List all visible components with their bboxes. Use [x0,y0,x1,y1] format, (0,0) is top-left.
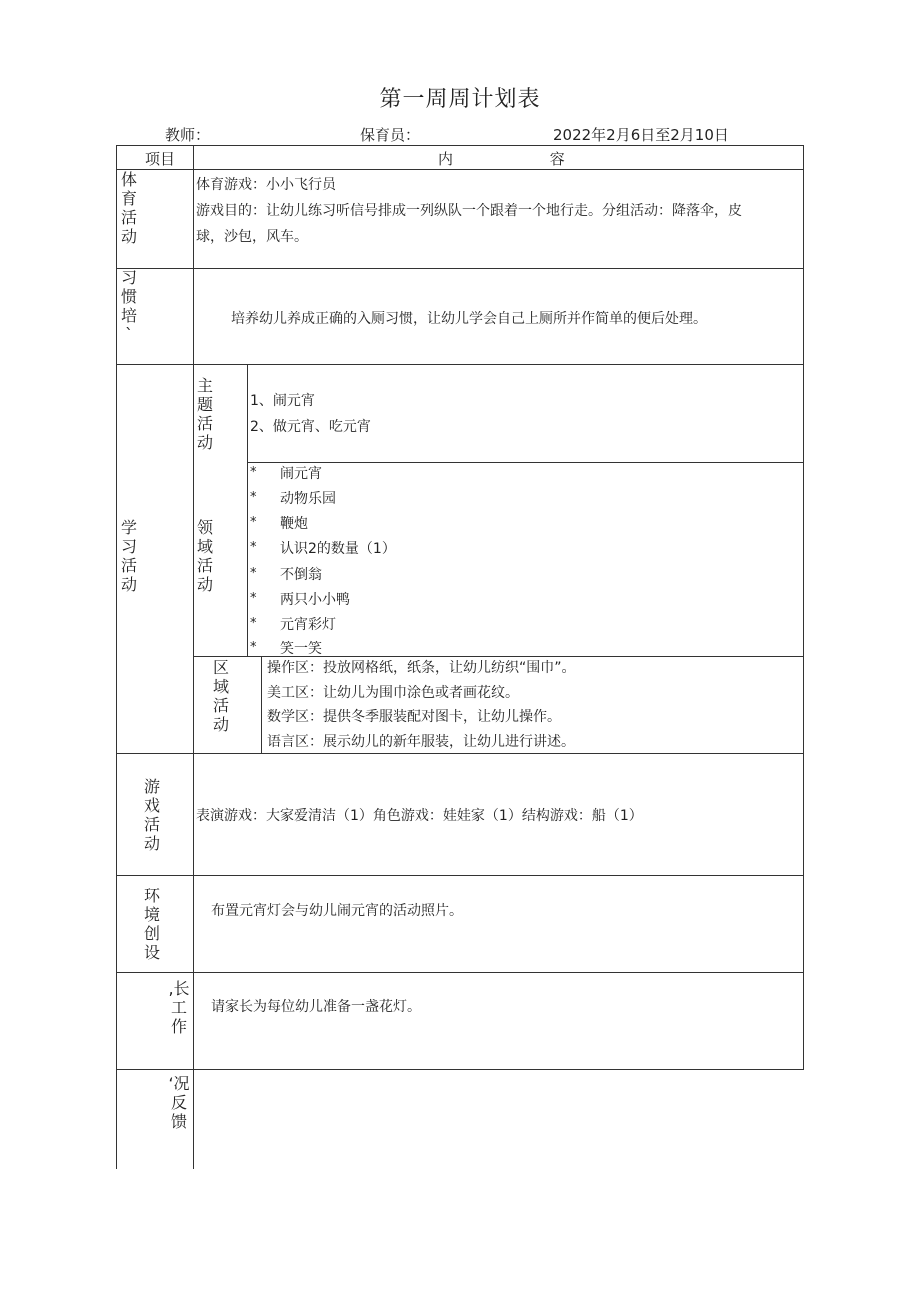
table-border-right [803,145,804,1069]
pe-goal-line1: 游戏目的：让幼儿练习听信号排成一列纵队一个跟着一个地行走。分组活动：降落伞，皮 [196,203,742,219]
column-header-content: 内 容 [438,150,565,168]
column-divider [247,364,248,656]
habit-content: 培养幼儿养成正确的入厕习惯，让幼儿学会自己上厕所并作简单的便后处理。 [231,311,707,327]
list-item: 动物乐园 [280,491,336,507]
list-item: 元宵彩灯 [280,617,336,633]
play-content: 表演游戏：大家爱清洁（1）角色游戏：娃娃家（1）结构游戏：船（1） [196,808,643,824]
row-divider [116,972,804,973]
row-divider [116,364,804,365]
area-item: 美工区：让幼儿为围巾涂色或者画花纹。 [267,685,519,701]
theme-item: 2、做元宵、吃元宵 [250,419,371,435]
list-item: 两只小小鸭 [280,592,350,608]
page-title: 第一周周计划表 [379,87,541,112]
pe-goal-line2: 球，沙包，风车。 [196,229,308,245]
row-label-feedback: ‘况反馈 [168,1074,190,1131]
row-divider [116,753,804,754]
row-divider [116,268,804,269]
row-label-play: 游戏活动 [143,777,160,853]
bullet: * [250,591,257,606]
row-label-study: 学习活动 [120,518,137,594]
list-item: 闹元宵 [280,466,322,482]
area-item: 操作区：投放网格纸，纸条，让幼儿纺织“围巾”。 [267,660,576,676]
table-border-left [116,145,117,1169]
column-divider [193,145,194,1169]
pe-game: 体育游戏：小小飞行员 [196,177,336,193]
list-item: 认识2的数量（1） [280,541,396,557]
list-item: 不倒翁 [280,567,322,583]
parent-content: 请家长为每位幼儿准备一盏花灯。 [211,999,421,1015]
teacher-label: 教师： [165,126,211,144]
domain-label: 领域活动 [196,518,213,594]
bullet: * [250,490,257,505]
theme-label: 主题活动 [196,376,213,452]
column-divider [261,656,262,753]
row-label-parent: ,长工作 [168,979,190,1036]
theme-item: 1、闹元宵 [250,393,315,409]
area-item: 语言区：展示幼儿的新年服装，让幼儿进行讲述。 [267,734,575,750]
bullet: * [250,540,257,555]
table-border-top [116,145,804,146]
area-label: 区域活动 [212,658,229,734]
row-divider [116,1069,804,1070]
list-item: 鞭炮 [280,516,308,532]
row-label-env: 环境创设 [143,886,160,962]
area-item: 数学区：提供冬季服装配对图卡，让幼儿操作。 [267,709,561,725]
bullet: * [250,515,257,530]
row-label-pe: 体育活动 [120,170,137,246]
row-label-habit: 习惯培` [120,268,137,344]
row-divider [116,875,804,876]
env-content: 布置元宵灯会与幼儿闹元宵的活动照片。 [211,903,463,919]
bullet: * [250,640,257,655]
date-range: 2022年2月6日至2月10日 [553,126,729,144]
row-divider [247,462,804,463]
list-item: 笑一笑 [280,641,322,657]
bullet: * [250,616,257,631]
row-divider [116,169,804,170]
nurse-label: 保育员： [360,126,421,144]
column-header-item: 项目 [145,150,176,168]
bullet: * [250,465,257,480]
bullet: * [250,566,257,581]
